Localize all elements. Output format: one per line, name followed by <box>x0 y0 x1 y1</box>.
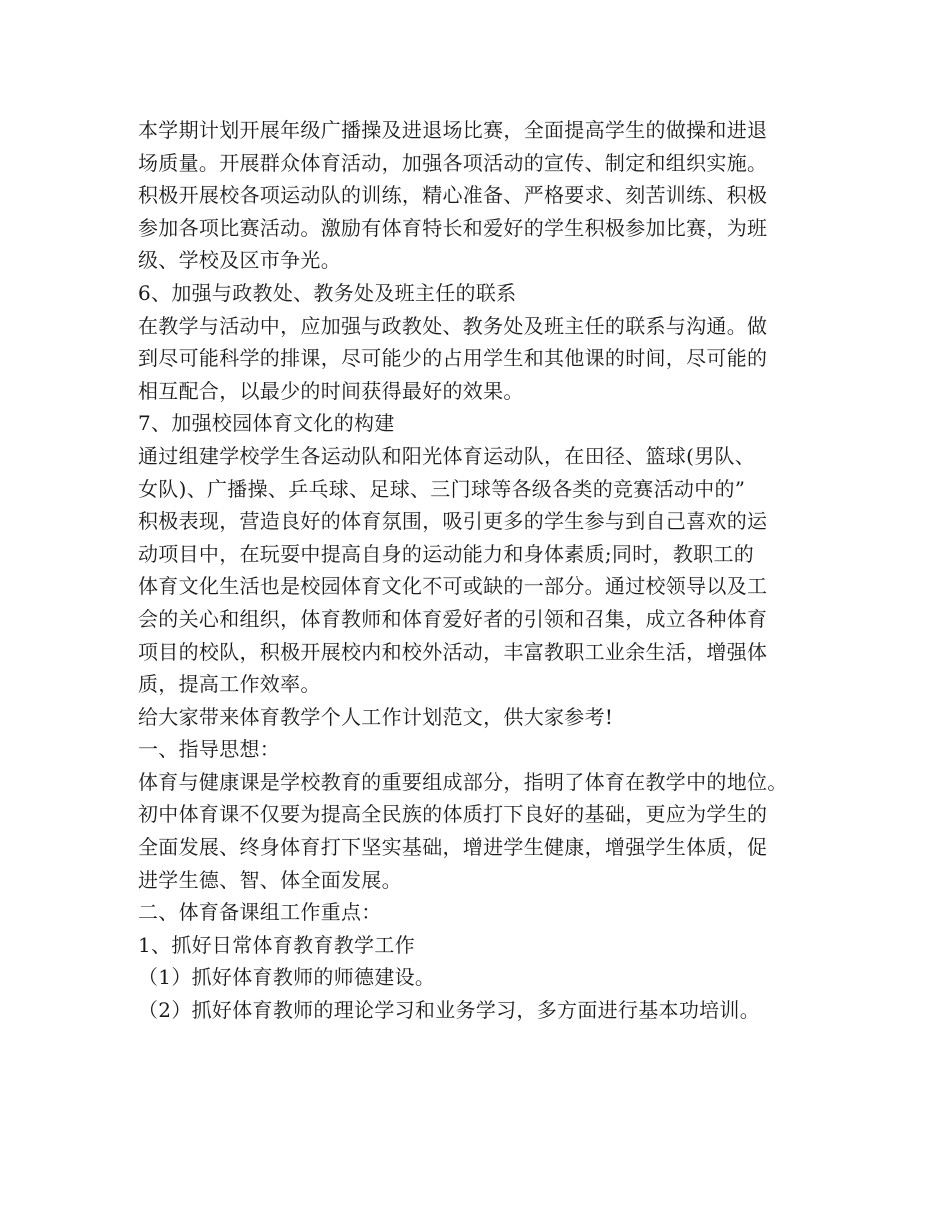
document-body <box>138 114 828 1027</box>
section-heading: 二、体育备课组工作重点： <box>138 900 382 925</box>
subsection-heading: 1、抓好日常体育教育教学工作 <box>138 932 415 957</box>
text-line: 体育文化生活也是校园体育文化不可或缺的一部分。通过校领导以及工 <box>138 574 768 599</box>
section-heading: 7、加强校园体育文化的构建 <box>138 411 395 436</box>
text-line: 体育与健康课是学校教育的重要组成部分，指明了体育在教学中的地位。 <box>138 769 788 794</box>
text-line: 给大家带来体育教学个人工作计划范文，供大家参考! <box>138 704 614 729</box>
section-heading: 6、加强与政教处、教务处及班主任的联系 <box>138 280 517 305</box>
list-item: （1）抓好体育教师的师德建设。 <box>138 965 436 990</box>
text-line: 女队)、广播操、乒乓球、足球、三门球等各级各类的竞赛活动中的” <box>138 476 746 501</box>
list-item: （2）抓好体育教师的理论学习和业务学习，多方面进行基本功培训。 <box>138 998 761 1023</box>
text-line: 场质量。开展群众体育活动，加强各项活动的宣传、制定和组织实施。 <box>138 150 768 175</box>
text-line: 积极开展校各项运动队的训练，精心准备、严格要求、刻苦训练、积极 <box>138 183 768 208</box>
text-line: 相互配合，以最少的时间获得最好的效果。 <box>138 378 524 403</box>
text-line: 通过组建学校学生各运动队和阳光体育运动队，在田径、篮球(男队、 <box>138 443 756 468</box>
text-line: 到尽可能科学的排课，尽可能少的占用学生和其他课的时间，尽可能的 <box>138 346 768 371</box>
text-line: 级、学校及区市争光。 <box>138 248 341 273</box>
text-line: 动项目中，在玩耍中提高自身的运动能力和身体素质;同时，教职工的 <box>138 541 755 566</box>
text-line: 进学生德、智、体全面发展。 <box>138 867 402 892</box>
text-line: 参加各项比赛活动。激励有体育特长和爱好的学生积极参加比赛，为班 <box>138 215 768 240</box>
text-line: 在教学与活动中，应加强与政教处、教务处及班主任的联系与沟通。做 <box>138 313 768 338</box>
text-line: 质，提高工作效率。 <box>138 672 321 697</box>
text-line: 全面发展、终身体育打下坚实基础，增进学生健康，增强学生体质，促 <box>138 835 768 860</box>
text-line: 项目的校队，积极开展校内和校外活动，丰富教职工业余生活，增强体 <box>138 639 768 664</box>
text-line: 会的关心和组织，体育教师和体育爱好者的引领和召集，成立各种体育 <box>138 606 768 631</box>
section-heading: 一、指导思想： <box>138 737 281 762</box>
text-line: 积极表现，营造良好的体育氛围，吸引更多的学生参与到自己喜欢的运 <box>138 509 768 534</box>
text-line: 初中体育课不仅要为提高全民族的体质打下良好的基础，更应为学生的 <box>138 802 768 827</box>
text-line: 本学期计划开展年级广播操及进退场比赛，全面提高学生的做操和进退 <box>138 118 768 142</box>
